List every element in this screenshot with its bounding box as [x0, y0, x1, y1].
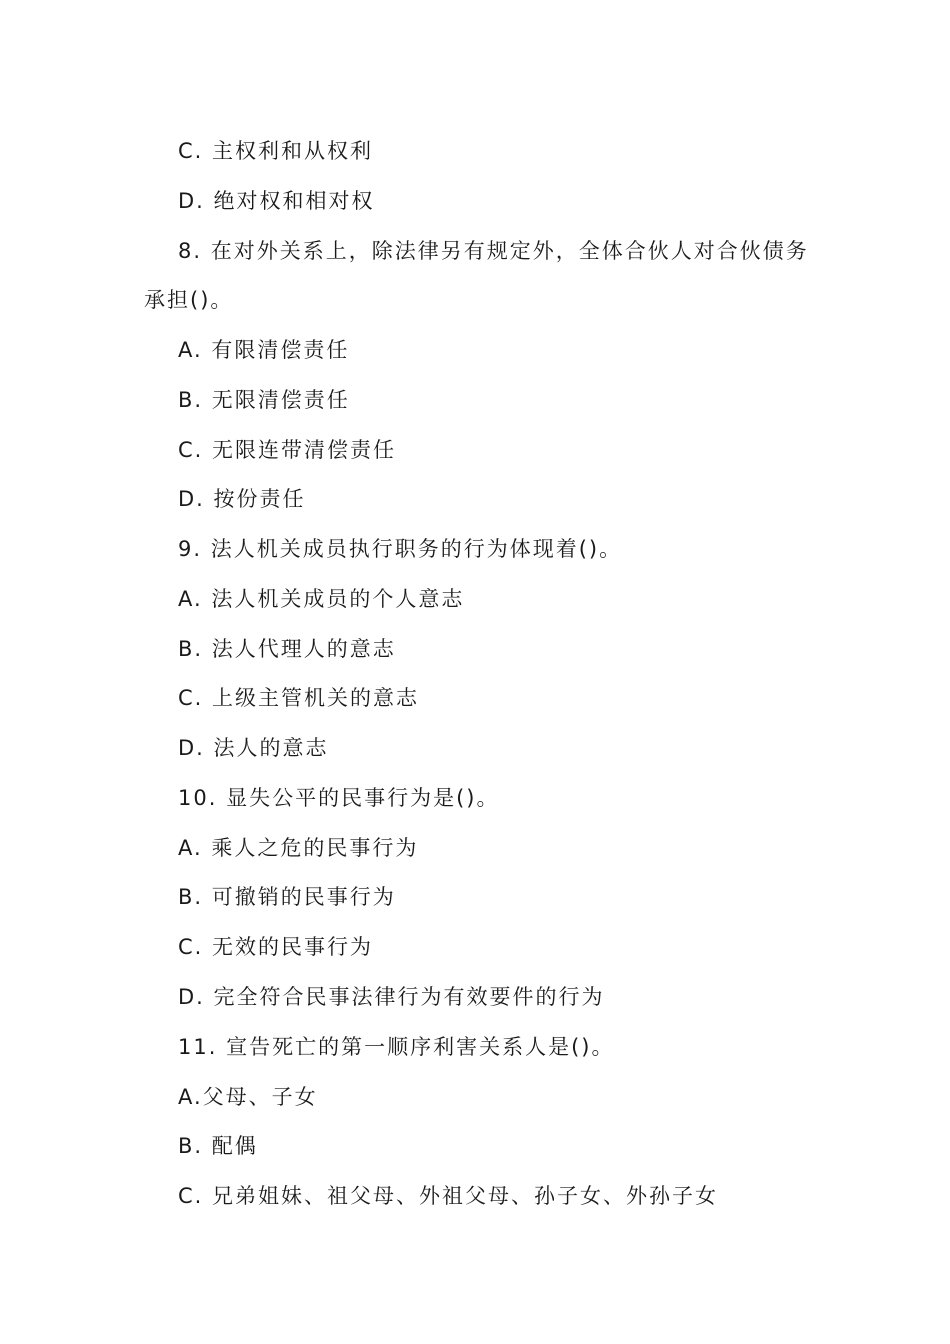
- option-c-q10: C. 无效的民事行为: [178, 935, 374, 959]
- question-10: 10. 显失公平的民事行为是()。: [178, 786, 500, 810]
- option-d-q9: D. 法人的意志: [178, 736, 329, 760]
- question-11: 11. 宣告死亡的第一顺序利害关系人是()。: [178, 1035, 615, 1059]
- option-a-q8: A. 有限清偿责任: [178, 338, 350, 362]
- question-9: 9. 法人机关成员执行职务的行为体现着()。: [178, 537, 623, 561]
- option-b-q11: B. 配偶: [178, 1134, 258, 1158]
- option-a-q10: A. 乘人之危的民事行为: [178, 836, 419, 860]
- option-a-q11: A.父母、子女: [178, 1085, 318, 1109]
- option-c-q8: C. 无限连带清偿责任: [178, 438, 397, 462]
- option-c-q9: C. 上级主管机关的意志: [178, 686, 420, 710]
- option-a-q9: A. 法人机关成员的个人意志: [178, 587, 465, 611]
- question-8-line-1: 8. 在对外关系上，除法律另有规定外，全体合伙人对合伙债务: [178, 239, 809, 263]
- option-d-q10: D. 完全符合民事法律行为有效要件的行为: [178, 985, 605, 1009]
- question-8-line-2: 承担()。: [144, 288, 234, 312]
- option-b-q9: B. 法人代理人的意志: [178, 637, 396, 661]
- option-c-q11: C. 兄弟姐妹、祖父母、外祖父母、孙子女、外孙子女: [178, 1184, 719, 1208]
- option-d-q7: D. 绝对权和相对权: [178, 189, 375, 213]
- option-b-q10: B. 可撤销的民事行为: [178, 885, 396, 909]
- option-d-q8: D. 按份责任: [178, 487, 306, 511]
- option-b-q8: B. 无限清偿责任: [178, 388, 350, 412]
- option-c-q7: C. 主权利和从权利: [178, 139, 374, 163]
